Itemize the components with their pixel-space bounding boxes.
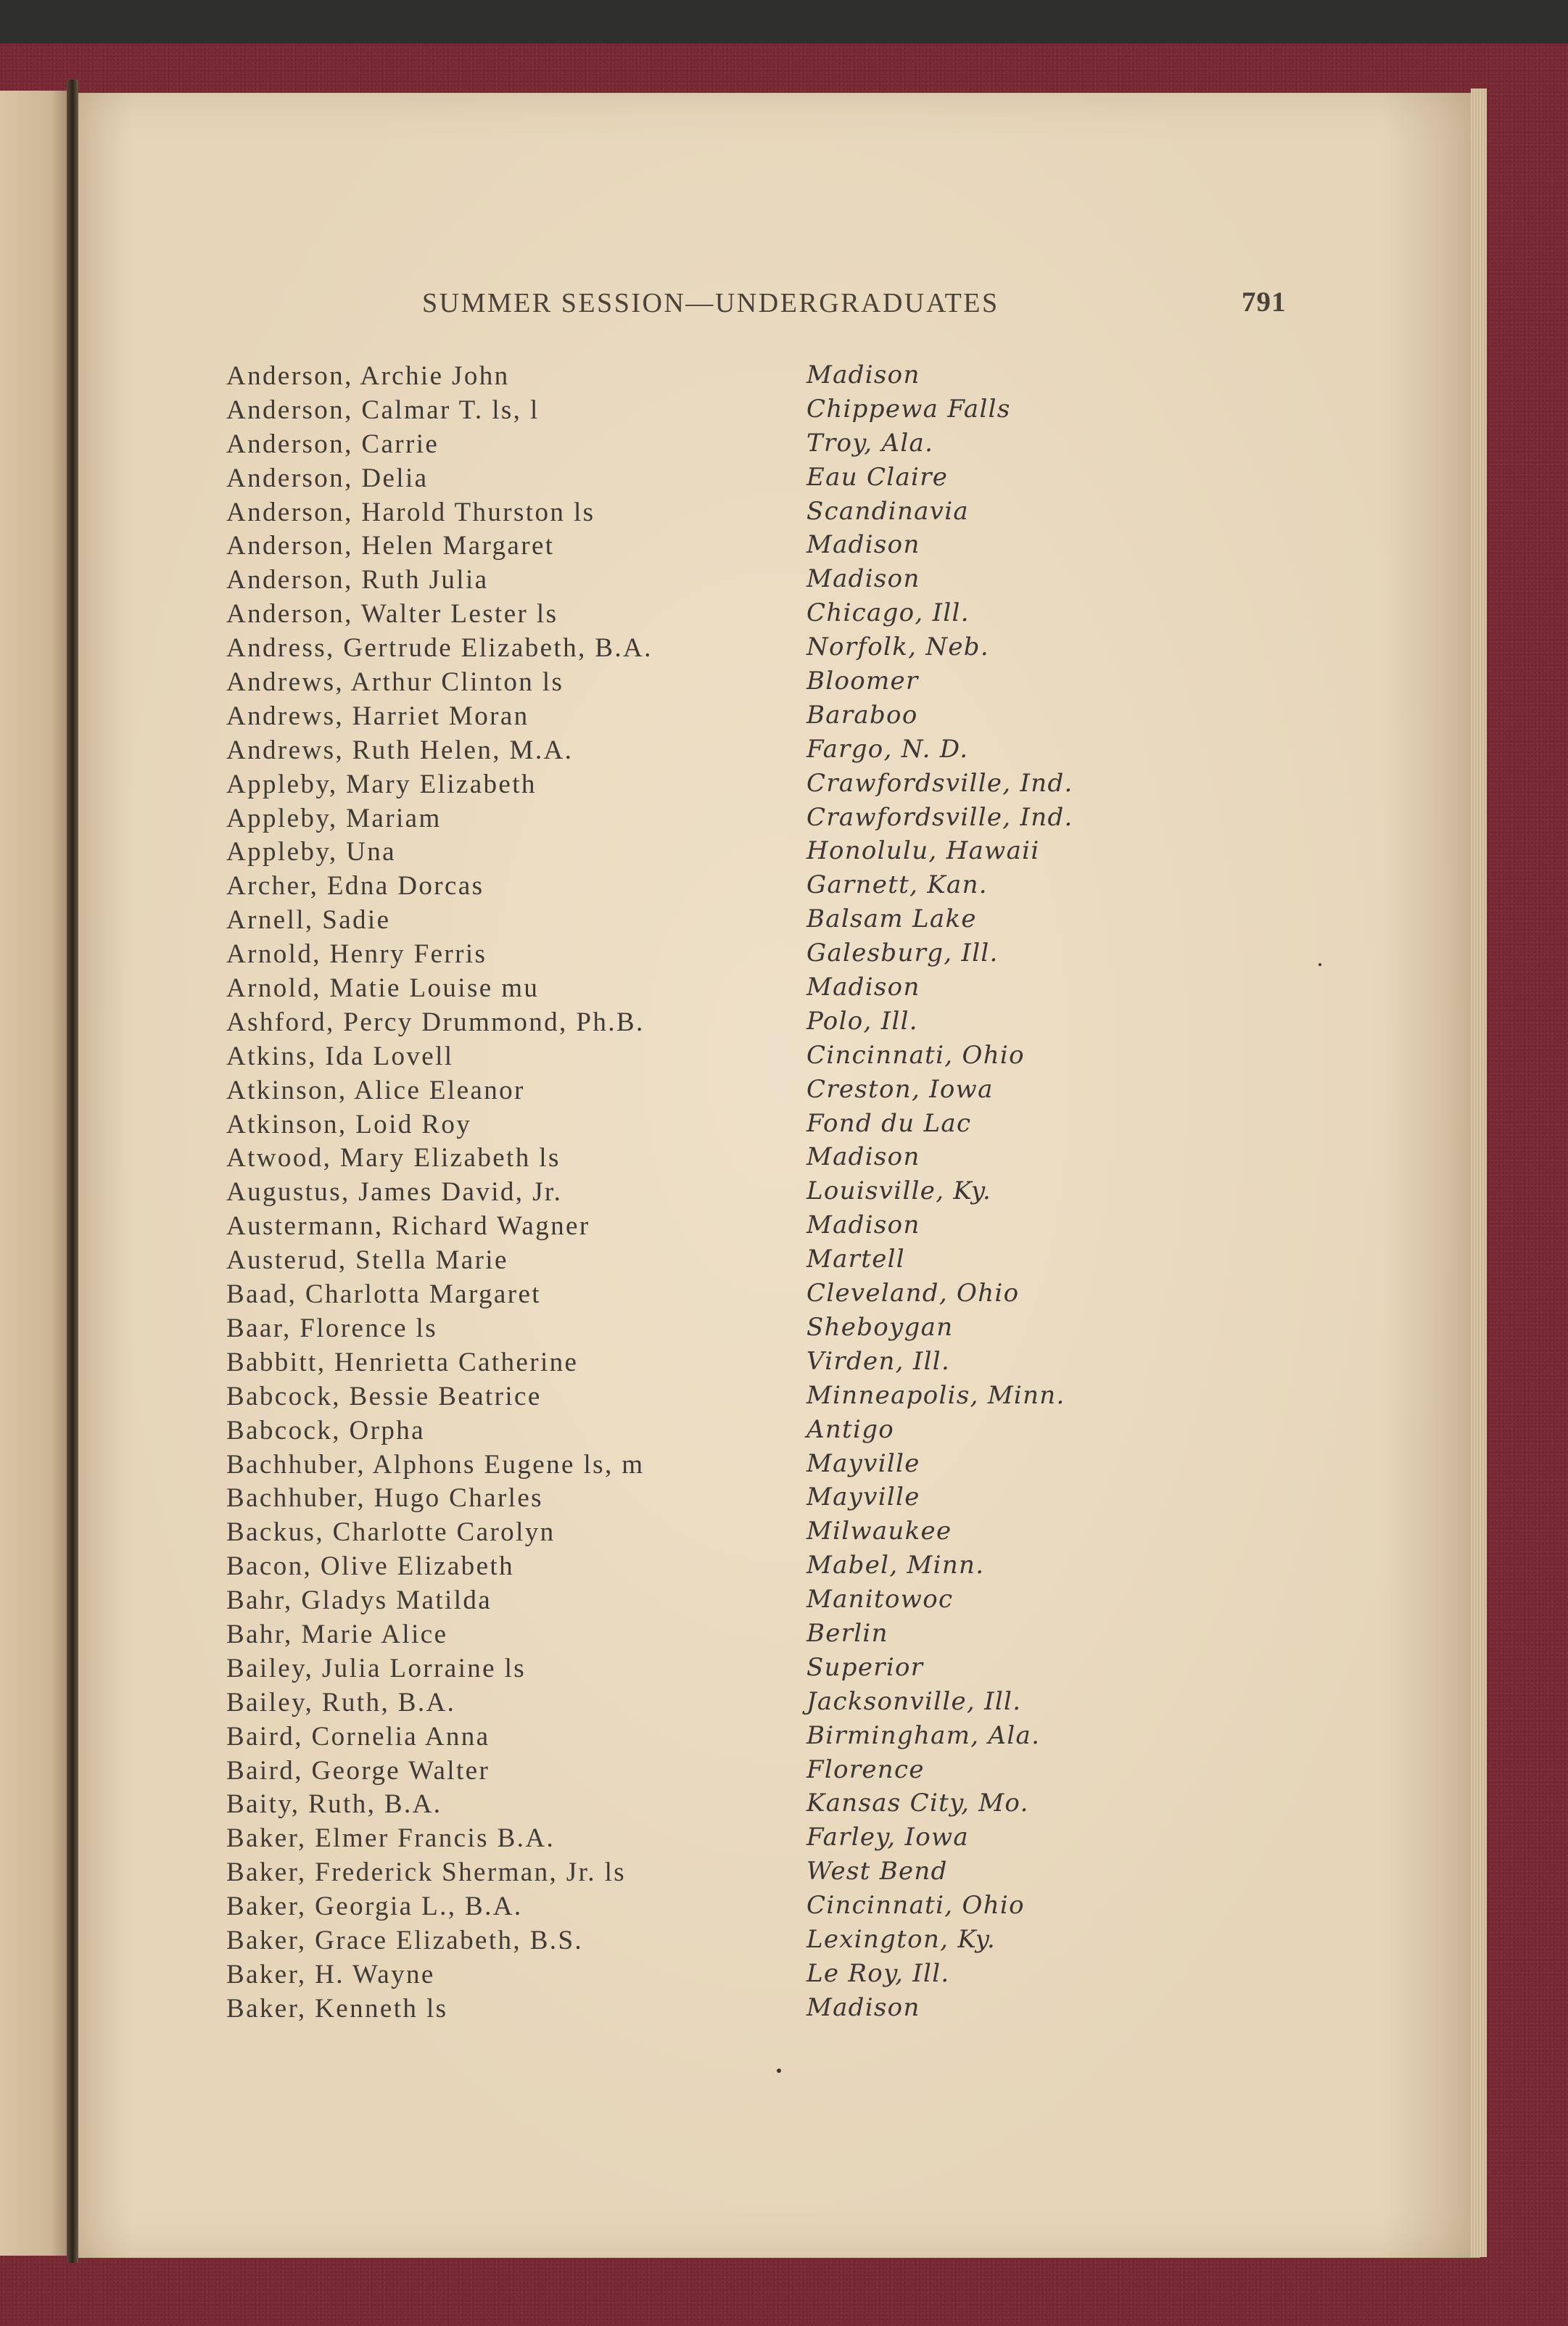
student-name: Baity, Ruth, B.A. xyxy=(226,1789,442,1820)
student-roster xyxy=(0,360,1568,2027)
roster-entry xyxy=(0,836,1568,870)
hometown: Madison xyxy=(806,360,920,389)
roster-entry xyxy=(0,395,1568,429)
hometown: Manitowoc xyxy=(806,1585,954,1614)
roster-entry xyxy=(0,1211,1568,1245)
roster-entry xyxy=(0,769,1568,803)
roster-entry xyxy=(0,1313,1568,1347)
student-name: Bahr, Gladys Matilda xyxy=(226,1585,492,1616)
roster-entry xyxy=(0,1109,1568,1143)
hometown: Milwaukee xyxy=(806,1517,952,1546)
student-name: Babbitt, Henrietta Catherine xyxy=(226,1347,579,1377)
hometown: Madison xyxy=(806,530,920,560)
roster-entry xyxy=(0,1959,1568,1993)
hometown: Sheboygan xyxy=(806,1312,954,1342)
hometown: Martell xyxy=(806,1245,905,1274)
student-name: Austermann, Richard Wagner xyxy=(226,1211,590,1242)
roster-entry xyxy=(0,973,1568,1007)
roster-entry xyxy=(0,939,1568,973)
hometown: Cleveland, Ohio xyxy=(806,1279,1020,1308)
student-name: Anderson, Carrie xyxy=(226,429,440,459)
header-title: SUMMER SESSION—UNDERGRADUATES xyxy=(422,288,999,318)
student-name: Baad, Charlotta Margaret xyxy=(226,1279,541,1310)
student-name: Appleby, Mary Elizabeth xyxy=(226,769,537,799)
roster-entry xyxy=(0,1653,1568,1687)
hometown: Polo, Ill. xyxy=(806,1006,918,1036)
roster-entry xyxy=(0,1176,1568,1211)
roster-entry xyxy=(0,870,1568,904)
hometown: Cincinnati, Ohio xyxy=(806,1040,1025,1070)
roster-entry xyxy=(0,429,1568,463)
roster-entry xyxy=(0,1517,1568,1551)
hometown: Cincinnati, Ohio xyxy=(806,1891,1025,1921)
roster-entry xyxy=(0,735,1568,769)
student-name: Appleby, Una xyxy=(226,837,396,867)
hometown: Bloomer xyxy=(806,667,919,696)
hometown: Virden, Ill. xyxy=(806,1346,951,1376)
hometown: Eau Claire xyxy=(806,462,949,492)
roster-entry xyxy=(0,701,1568,735)
student-name: Anderson, Harold Thurston ls xyxy=(226,497,595,527)
student-name: Anderson, Archie John xyxy=(226,361,510,391)
student-name: Anderson, Delia xyxy=(226,463,429,493)
hometown: Fond du Lac xyxy=(806,1108,972,1138)
student-name: Baker, Kenneth ls xyxy=(226,1993,448,2024)
student-name: Appleby, Mariam xyxy=(226,803,442,833)
roster-entry xyxy=(0,1925,1568,1959)
roster-entry xyxy=(0,1823,1568,1857)
running-header xyxy=(0,287,1568,323)
student-name: Atkins, Ida Lovell xyxy=(226,1041,454,1071)
hometown: Le Roy, Ill. xyxy=(806,1958,950,1988)
hometown: Norfolk, Neb. xyxy=(806,632,989,662)
student-name: Austerud, Stella Marie xyxy=(226,1245,508,1276)
paper-speck xyxy=(777,2069,781,2073)
roster-entry xyxy=(0,1857,1568,1891)
student-name: Arnold, Matie Louise mu xyxy=(226,973,540,1004)
roster-entry xyxy=(0,1041,1568,1075)
hometown: Creston, Iowa xyxy=(806,1074,994,1104)
hometown: Garnett, Kan. xyxy=(806,870,988,900)
student-name: Baker, H. Wayne xyxy=(226,1959,435,1989)
roster-entry xyxy=(0,564,1568,598)
roster-entry xyxy=(0,1585,1568,1619)
student-name: Baker, Grace Elizabeth, B.S. xyxy=(226,1925,584,1955)
student-name: Atkinson, Loid Roy xyxy=(226,1109,472,1139)
student-name: Andrews, Arthur Clinton ls xyxy=(226,667,564,698)
student-name: Bahr, Marie Alice xyxy=(226,1619,448,1649)
roster-entry xyxy=(0,1721,1568,1755)
student-name: Bailey, Julia Lorraine ls xyxy=(226,1653,527,1683)
paper-speck xyxy=(1319,963,1321,966)
roster-entry xyxy=(0,1279,1568,1313)
hometown: Florence xyxy=(806,1754,925,1784)
student-name: Bachhuber, Hugo Charles xyxy=(226,1483,543,1514)
student-name: Atwood, Mary Elizabeth ls xyxy=(226,1143,561,1174)
hometown: Mayville xyxy=(806,1448,920,1478)
roster-entry xyxy=(0,1449,1568,1483)
roster-entry xyxy=(0,1381,1568,1415)
roster-entry xyxy=(0,1619,1568,1653)
hometown: Lexington, Ky. xyxy=(806,1924,996,1954)
roster-entry xyxy=(0,667,1568,701)
hometown: Berlin xyxy=(806,1618,888,1648)
roster-entry xyxy=(0,1075,1568,1109)
hometown: Fargo, N. D. xyxy=(806,734,969,764)
student-name: Atkinson, Alice Eleanor xyxy=(226,1075,525,1105)
student-name: Anderson, Ruth Julia xyxy=(226,565,489,595)
hometown: Madison xyxy=(806,1142,920,1172)
hometown: Kansas City, Mo. xyxy=(806,1789,1029,1818)
hometown: Crawfordsville, Ind. xyxy=(806,768,1073,798)
roster-entry xyxy=(0,1142,1568,1176)
student-name: Babcock, Orpha xyxy=(226,1415,426,1445)
roster-entry xyxy=(0,1482,1568,1517)
student-name: Baird, George Walter xyxy=(226,1755,490,1786)
student-name: Augustus, James David, Jr. xyxy=(226,1177,563,1208)
student-name: Anderson, Calmar T. ls, l xyxy=(226,395,540,425)
hometown: Jacksonville, Ill. xyxy=(806,1686,1022,1716)
student-name: Anderson, Walter Lester ls xyxy=(226,599,558,630)
student-name: Archer, Edna Dorcas xyxy=(226,871,484,902)
student-name: Bacon, Olive Elizabeth xyxy=(226,1551,514,1582)
hometown: Honolulu, Hawaii xyxy=(806,836,1040,866)
hometown: Madison xyxy=(806,564,920,594)
roster-entry xyxy=(0,530,1568,564)
hometown: Madison xyxy=(806,973,920,1002)
student-name: Baird, Cornelia Anna xyxy=(226,1721,490,1752)
hometown: Mayville xyxy=(806,1482,920,1512)
roster-entry xyxy=(0,360,1568,395)
hometown: Birmingham, Ala. xyxy=(806,1720,1041,1750)
student-name: Ashford, Percy Drummond, Ph.B. xyxy=(226,1007,645,1037)
student-name: Baar, Florence ls xyxy=(226,1313,438,1343)
hometown: Madison xyxy=(806,1992,920,2022)
hometown: Minneapolis, Minn. xyxy=(806,1380,1065,1410)
hometown: Scandinavia xyxy=(806,496,969,526)
hometown: Troy, Ala. xyxy=(806,428,934,458)
student-name: Andress, Gertrude Elizabeth, B.A. xyxy=(226,633,653,664)
roster-entry xyxy=(0,1347,1568,1381)
hometown: Baraboo xyxy=(806,700,918,730)
hometown: Crawfordsville, Ind. xyxy=(806,802,1073,832)
student-name: Bailey, Ruth, B.A. xyxy=(226,1687,456,1717)
roster-entry xyxy=(0,1551,1568,1585)
student-name: Babcock, Bessie Beatrice xyxy=(226,1381,542,1411)
student-name: Baker, Georgia L., B.A. xyxy=(226,1892,523,1922)
roster-entry xyxy=(0,1755,1568,1789)
hometown: Superior xyxy=(806,1652,924,1682)
roster-entry xyxy=(0,1993,1568,2027)
roster-entry xyxy=(0,1245,1568,1279)
hometown: Galesburg, Ill. xyxy=(806,939,999,968)
hometown: Madison xyxy=(806,1211,920,1240)
hometown: West Bend xyxy=(806,1857,948,1886)
hometown: Antigo xyxy=(806,1414,895,1444)
student-name: Baker, Frederick Sherman, Jr. ls xyxy=(226,1857,627,1888)
hometown: Chippewa Falls xyxy=(806,394,1011,424)
student-name: Anderson, Helen Margaret xyxy=(226,531,555,561)
student-name: Andrews, Ruth Helen, M.A. xyxy=(226,735,574,765)
hometown: Mabel, Minn. xyxy=(806,1551,985,1580)
roster-entry xyxy=(0,497,1568,531)
student-name: Arnold, Henry Ferris xyxy=(226,939,487,970)
page-number: 791 xyxy=(1242,286,1287,318)
student-name: Bachhuber, Alphons Eugene ls, m xyxy=(226,1449,645,1480)
roster-entry xyxy=(0,1687,1568,1721)
hometown: Farley, Iowa xyxy=(806,1823,969,1852)
roster-entry xyxy=(0,904,1568,939)
roster-entry xyxy=(0,632,1568,667)
roster-entry xyxy=(0,803,1568,837)
hometown: Chicago, Ill. xyxy=(806,598,970,628)
roster-entry xyxy=(0,1415,1568,1449)
roster-entry xyxy=(0,463,1568,497)
student-name: Backus, Charlotte Carolyn xyxy=(226,1517,556,1548)
hometown: Louisville, Ky. xyxy=(806,1176,992,1206)
roster-entry xyxy=(0,598,1568,632)
student-name: Baker, Elmer Francis B.A. xyxy=(226,1823,556,1854)
student-name: Arnell, Sadie xyxy=(226,905,391,936)
student-name: Andrews, Harriet Moran xyxy=(226,701,529,731)
roster-entry xyxy=(0,1891,1568,1925)
hometown: Balsam Lake xyxy=(806,904,977,934)
roster-entry xyxy=(0,1789,1568,1823)
roster-entry xyxy=(0,1007,1568,1041)
